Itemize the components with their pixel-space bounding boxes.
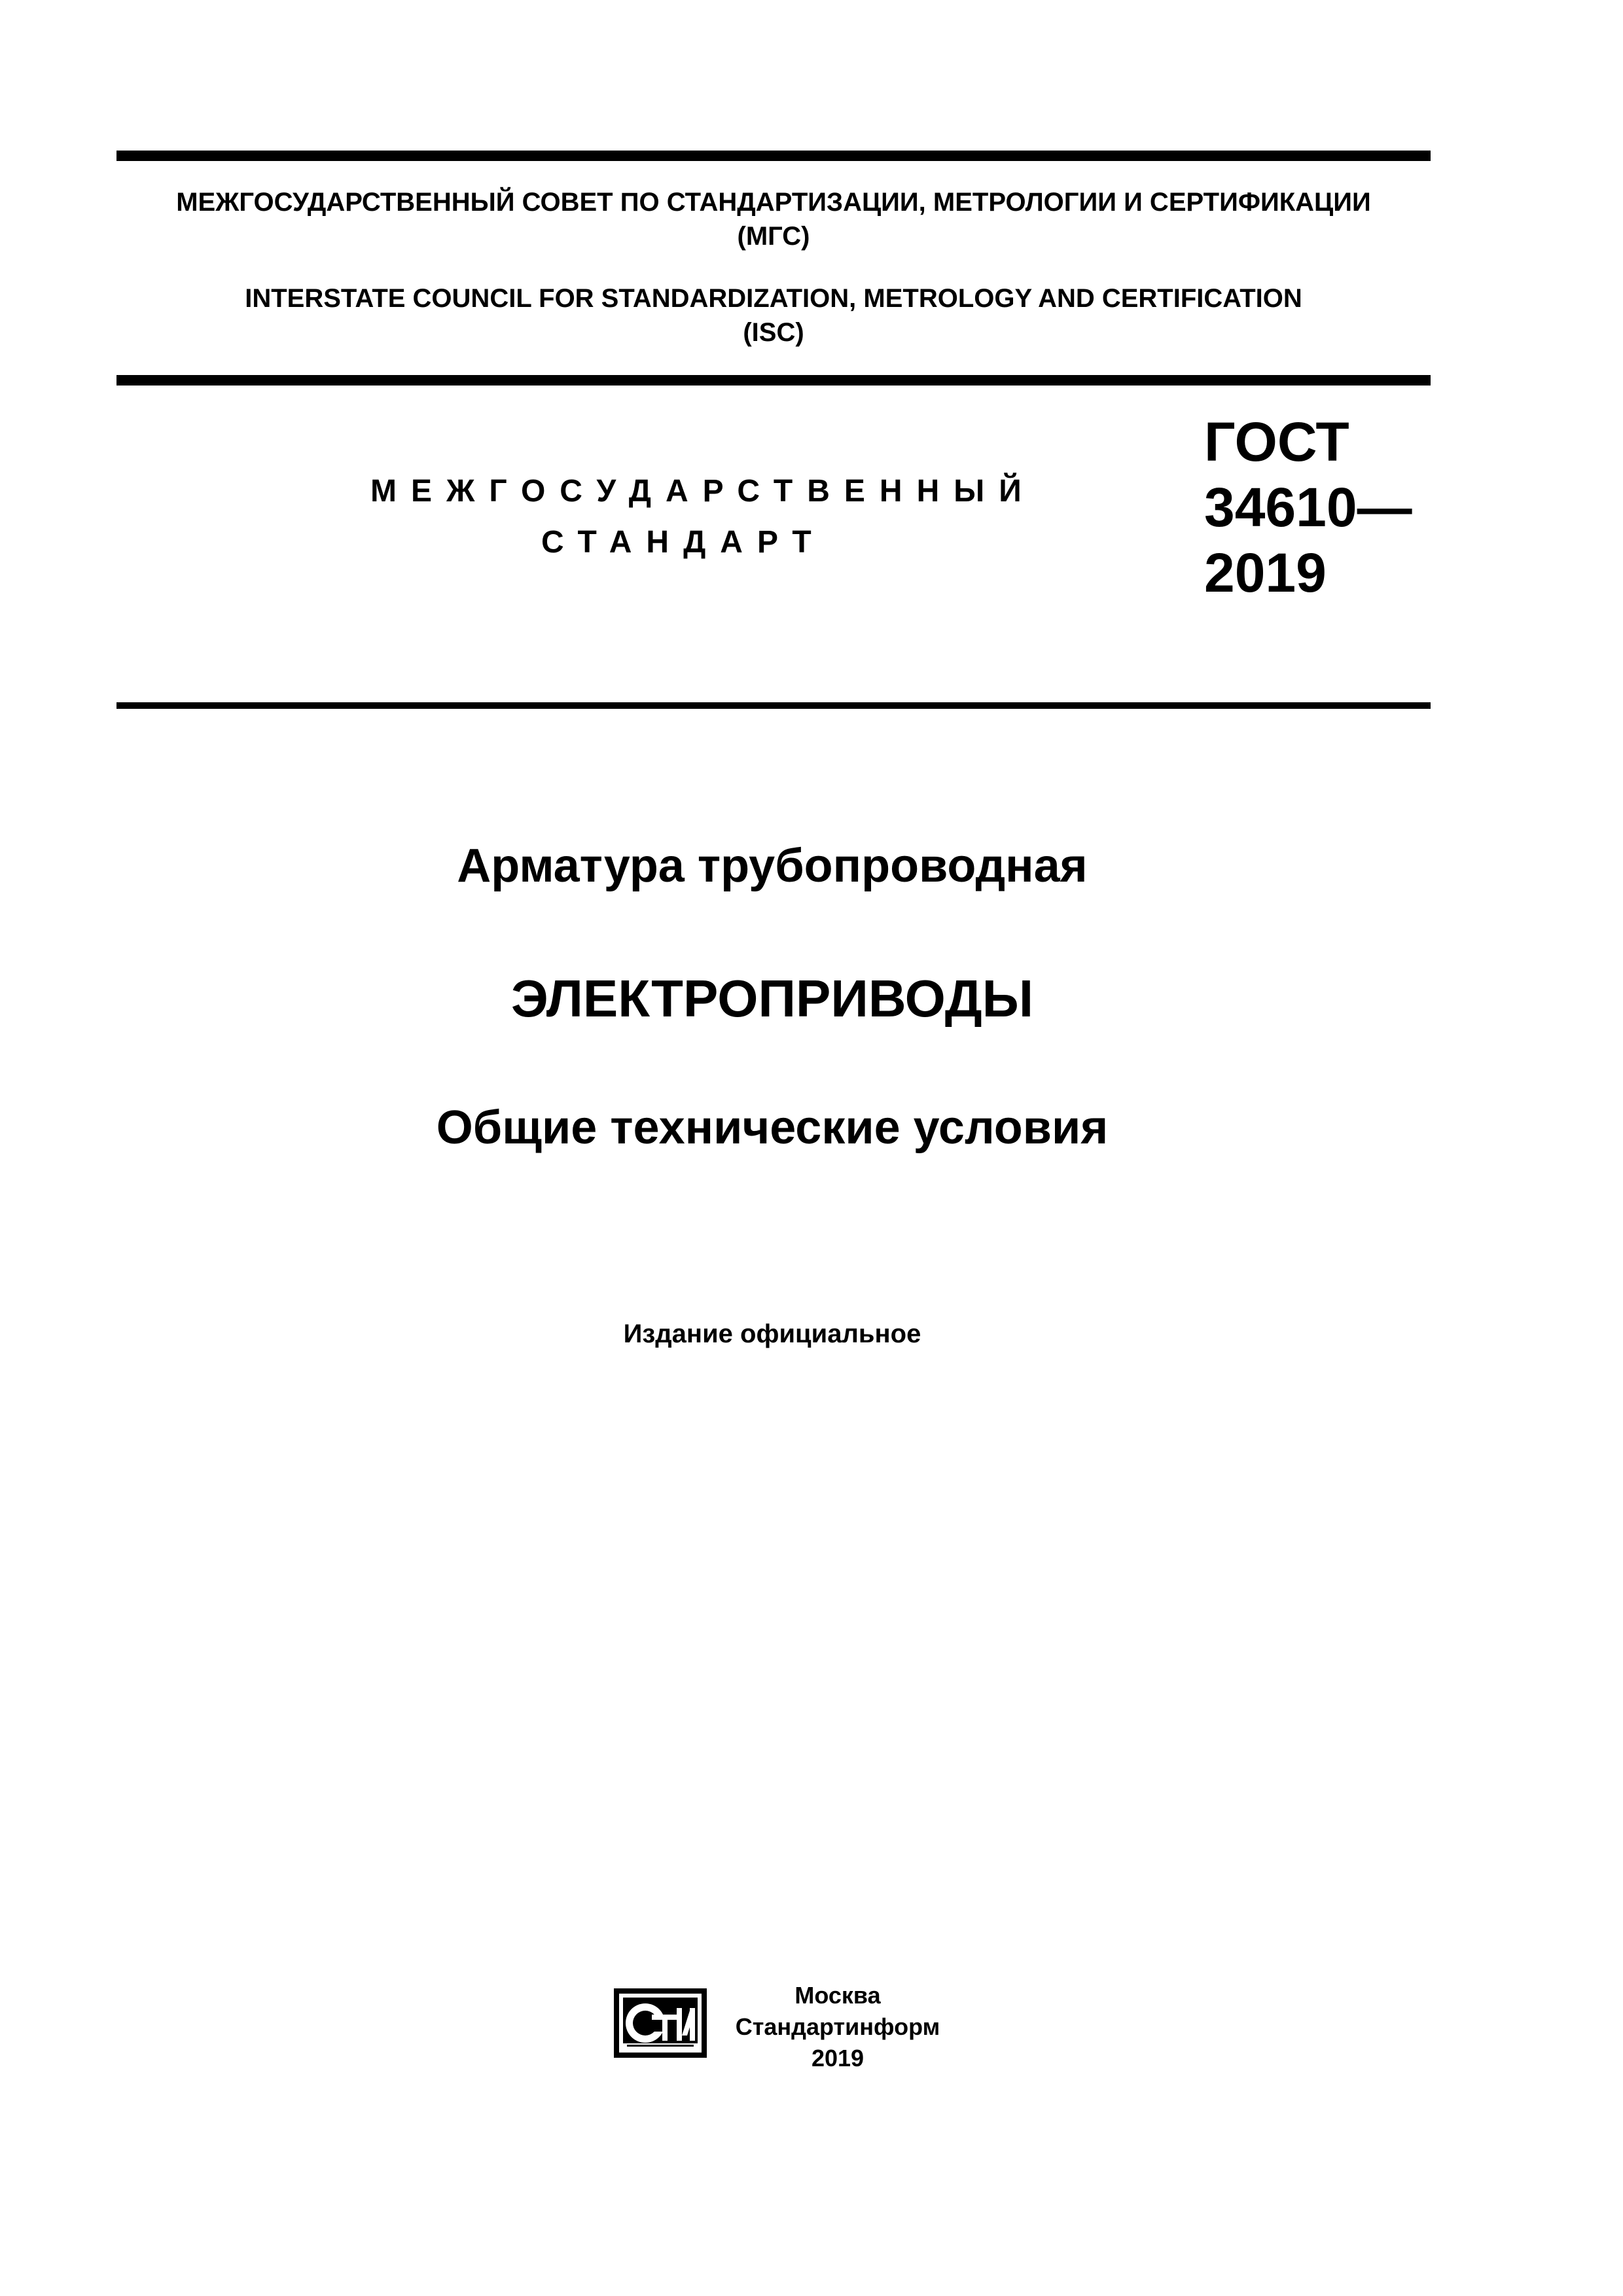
council-abbr-en: (ISC) [743,318,804,347]
gost-number: 34610— [1204,476,1412,538]
council-name-ru [116,185,1431,253]
council-name-en-text: INTERSTATE COUNCIL FOR STANDARDIZATION, METROLOGY AND CERTIFICATION [245,284,1302,313]
standartinform-logo-icon [614,1988,707,2058]
publisher-name: Стандартинформ [735,2013,940,2040]
document-title-line-2: ЭЛЕКТРОПРИВОДЫ [510,969,1034,1028]
edition-note: Издание официальное [623,1319,921,1348]
publisher-imprint [726,1980,949,2074]
publisher-city: Москва [794,1982,881,2009]
gost-designation [1204,409,1412,605]
designation-rule [116,702,1431,709]
council-abbr-ru: (МГС) [737,222,810,251]
gost-year: 2019 [1204,542,1327,603]
council-name-en [116,281,1431,350]
publisher-year: 2019 [811,2045,865,2072]
header-rule [116,375,1431,386]
document-title-line-3: Общие технические условия [436,1102,1109,1154]
document-title-line-1: Арматура трубопроводная [457,840,1088,892]
gost-label: ГОСТ [1204,411,1349,473]
standard-kind-line-2: СТАНДАРТ [541,525,826,560]
council-name-ru-text: МЕЖГОСУДАРСТВЕННЫЙ СОВЕТ ПО СТАНДАРТИЗАЦИИ, МЕТРОЛОГИИ И СЕРТИФИКАЦИИ [176,188,1371,217]
standard-kind [249,466,1335,568]
top-rule [116,151,1431,161]
standard-kind-line-1: МЕЖГОСУДАРСТВЕННЫЙ [370,474,1036,509]
